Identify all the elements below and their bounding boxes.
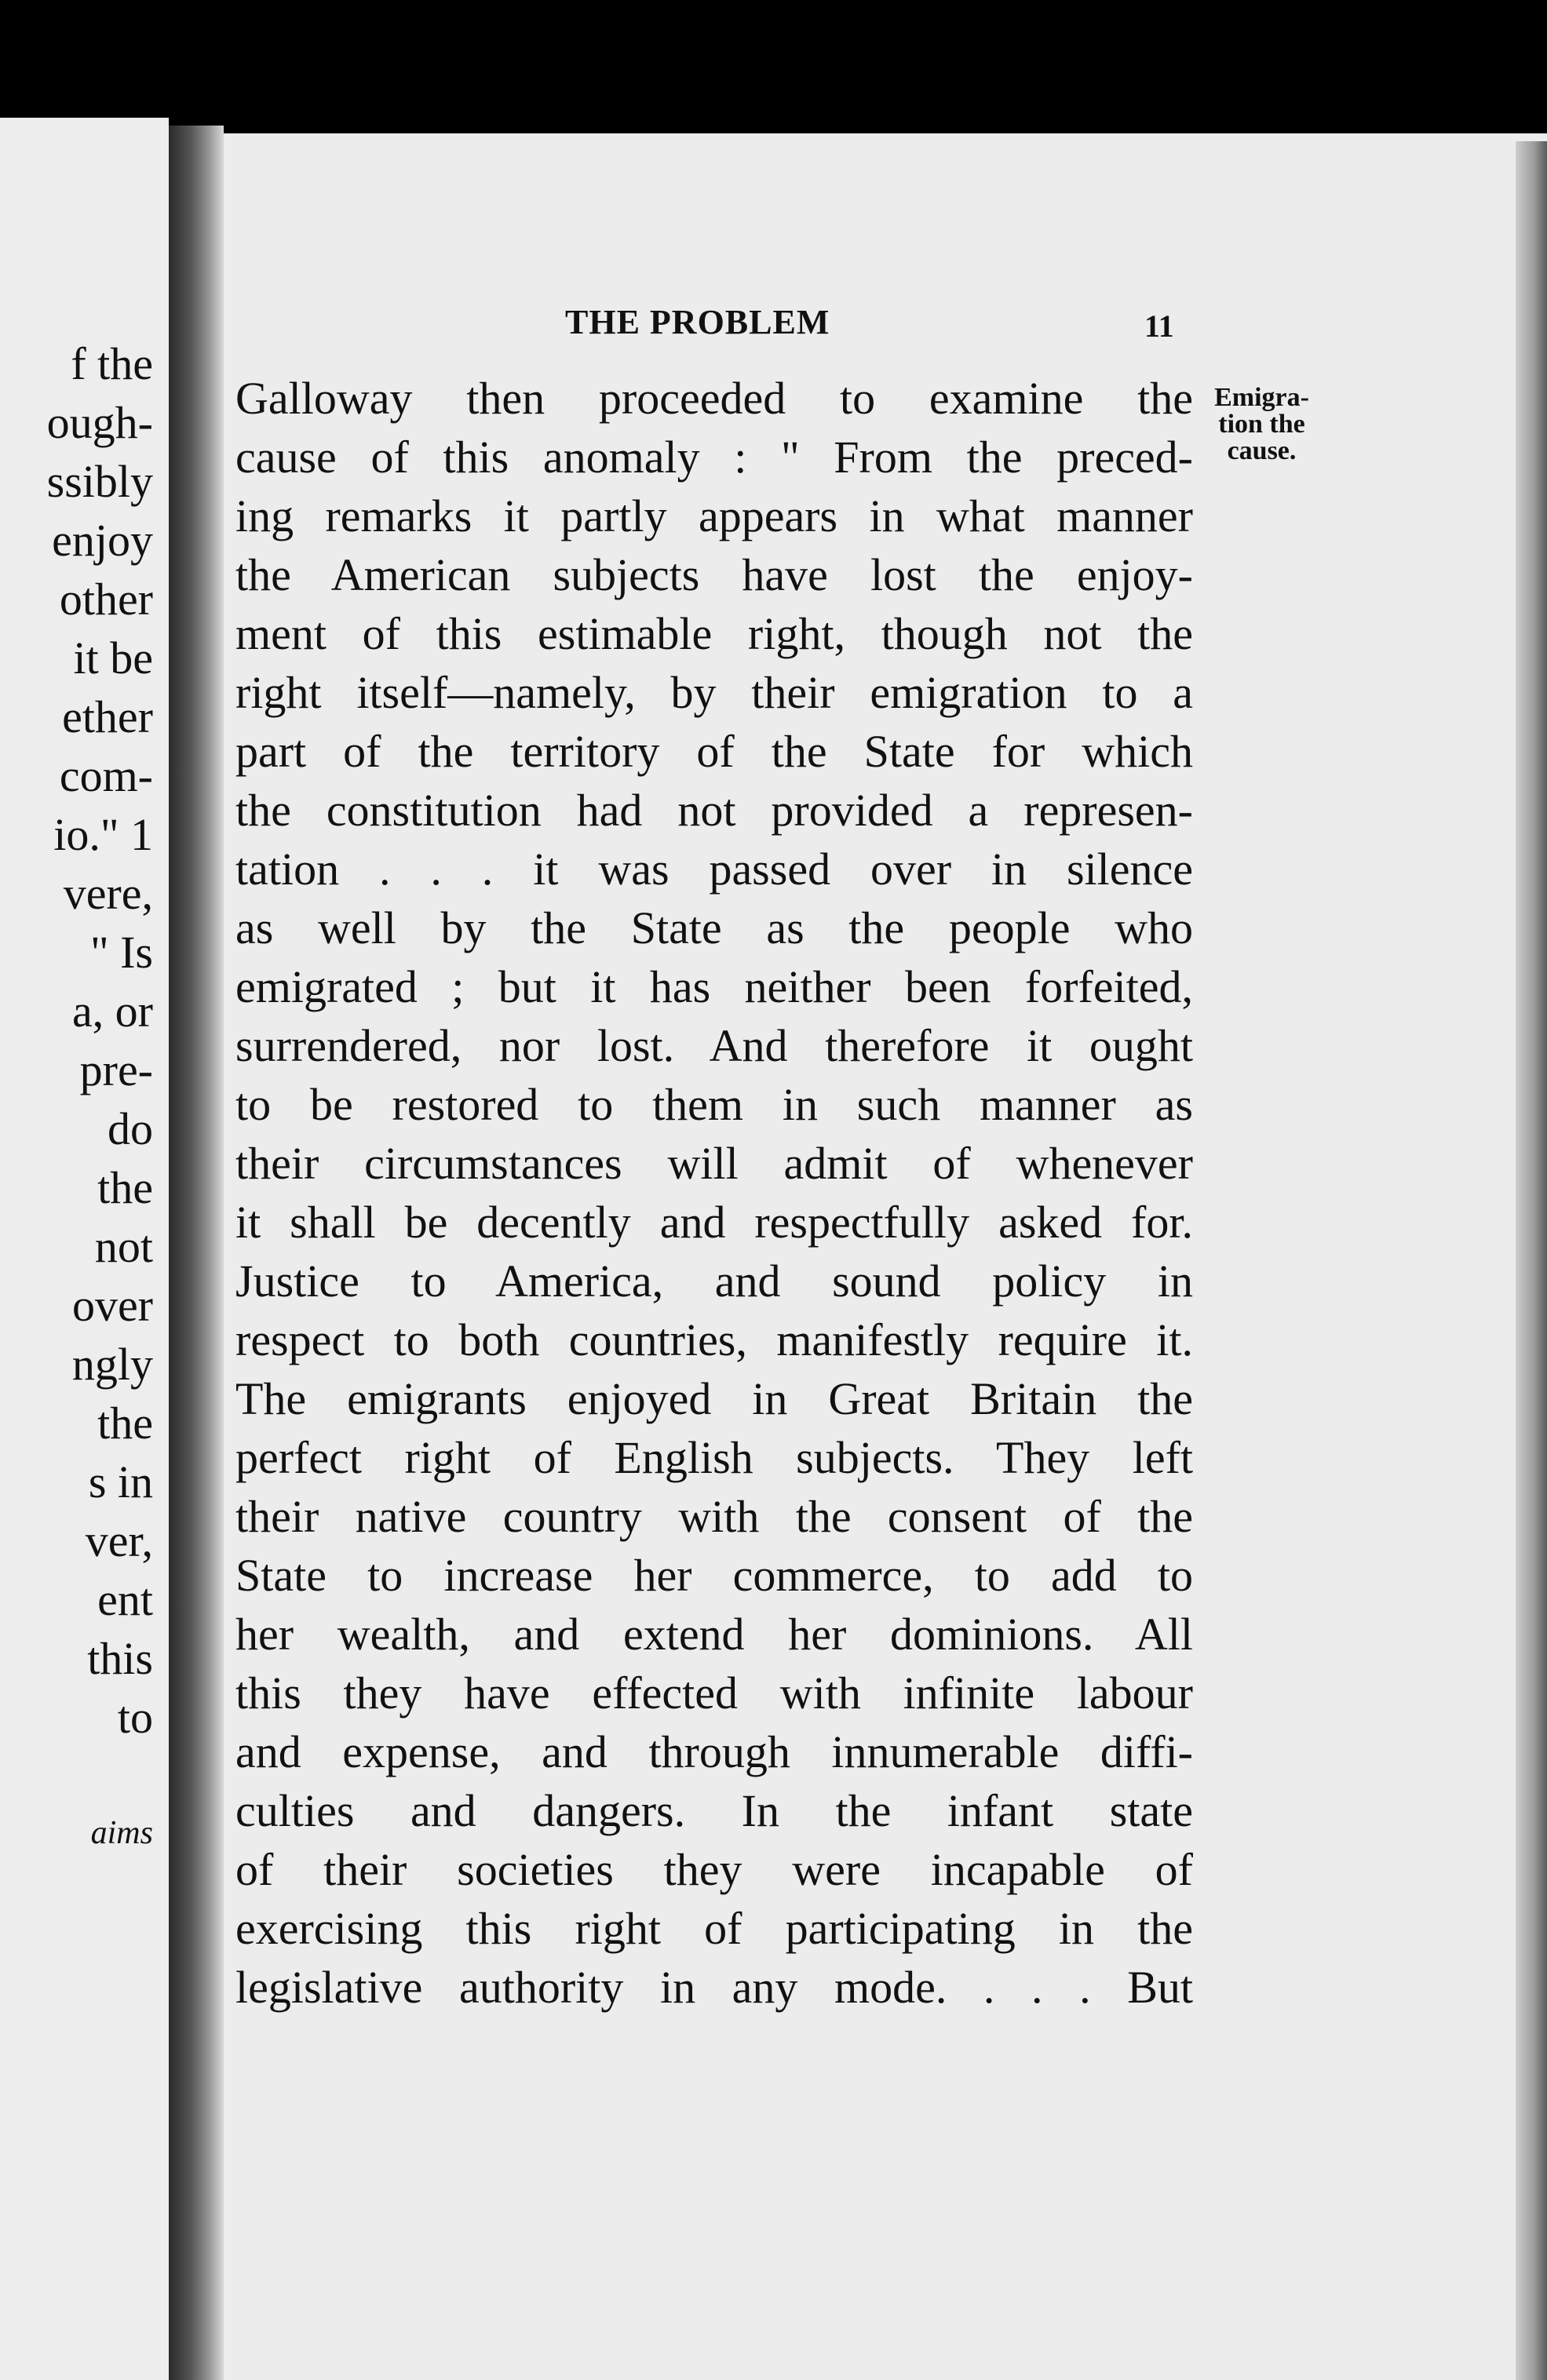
left-page-line: ough- — [46, 397, 153, 448]
left-page-line: ver, — [85, 1515, 153, 1566]
running-head: THE PROBLEM — [565, 303, 830, 341]
body-line: part of the territory of the State for which — [235, 726, 1193, 777]
left-page-line: enjoy — [52, 515, 153, 566]
left-page-line: " Is — [89, 927, 153, 978]
page-edge-shadow — [1516, 141, 1547, 2380]
left-page-line: vere, — [63, 868, 153, 919]
left-page-line: do — [108, 1103, 153, 1154]
left-page-line: it be — [73, 632, 153, 683]
body-line: right itself—namely, by their emigration to a — [235, 667, 1193, 718]
left-page-line: com- — [59, 750, 153, 801]
left-page-line: ngly — [71, 1339, 153, 1390]
margin-note — [1193, 385, 1330, 465]
margin-note-line: cause. — [1227, 436, 1297, 465]
left-page-line: not — [94, 1221, 153, 1272]
body-line: tation . . . it was passed over in silence — [235, 844, 1193, 895]
left-page-line: the — [97, 1162, 153, 1213]
body-line: the constitution had not provided a represen- — [235, 785, 1193, 836]
body-line: and expense, and through innumerable diffi- — [235, 1726, 1193, 1777]
body-line: culties and dangers. In the infant state — [235, 1785, 1193, 1836]
body-line: this they have effected with infinite labour — [235, 1667, 1193, 1718]
body-text — [235, 369, 1193, 2017]
body-line: legislative authority in any mode. . . . But — [235, 1962, 1193, 2013]
body-line: the American subjects have lost the enjoy- — [235, 549, 1193, 600]
body-line: to be restored to them in such manner as — [235, 1079, 1193, 1130]
body-line: her wealth, and extend her dominions. All — [235, 1609, 1193, 1660]
left-page-fragment — [0, 118, 169, 2380]
left-page-line: ether — [62, 691, 153, 742]
body-line: as well by the State as the people who — [235, 902, 1193, 953]
body-line: perfect right of English subjects. They left — [235, 1432, 1193, 1483]
margin-note-line: tion the — [1218, 410, 1305, 439]
left-page-footer: aims — [90, 1815, 153, 1851]
body-line: it shall be decently and respectfully asked for. — [235, 1197, 1193, 1248]
left-page-line: ent — [97, 1574, 153, 1625]
body-line: State to increase her commerce, to add to — [235, 1550, 1193, 1601]
left-page-line: s in — [88, 1456, 153, 1507]
body-line: ing remarks it partly appears in what manner — [235, 490, 1193, 541]
body-line: their native country with the consent of the — [235, 1491, 1193, 1542]
body-line: cause of this anomaly : " From the preced- — [235, 432, 1193, 483]
body-line: their circumstances will admit of whenever — [235, 1138, 1193, 1189]
left-page-line: to — [117, 1692, 153, 1743]
left-page-line: a, or — [71, 986, 153, 1037]
page-number: 11 — [1144, 308, 1174, 344]
body-line: surrendered, nor lost. And therefore it ought — [235, 1020, 1193, 1071]
book-gutter-shadow — [169, 126, 224, 2380]
left-page-line: over — [71, 1280, 153, 1331]
left-page-line: ssibly — [46, 456, 153, 507]
margin-note-line: Emigra- — [1214, 383, 1309, 412]
body-line: Justice to America, and sound policy in — [235, 1256, 1193, 1307]
body-line: respect to both countries, manifestly require it. — [235, 1314, 1193, 1365]
left-page-line: other — [59, 574, 153, 625]
left-page-line: f the — [71, 338, 153, 389]
left-page-line: this — [87, 1633, 153, 1684]
body-line: The emigrants enjoyed in Great Britain the — [235, 1373, 1193, 1424]
body-line: exercising this right of participating in the — [235, 1903, 1193, 1954]
left-page-line: io." 1 — [53, 809, 153, 860]
body-line: emigrated ; but it has neither been forfeited, — [235, 961, 1193, 1012]
left-page-line: the — [97, 1398, 153, 1449]
body-line: Galloway then proceeded to examine the — [235, 373, 1193, 424]
body-line: of their societies they were incapable of — [235, 1844, 1193, 1895]
body-line: ment of this estimable right, though not the — [235, 608, 1193, 659]
left-page-line: pre- — [79, 1044, 153, 1095]
